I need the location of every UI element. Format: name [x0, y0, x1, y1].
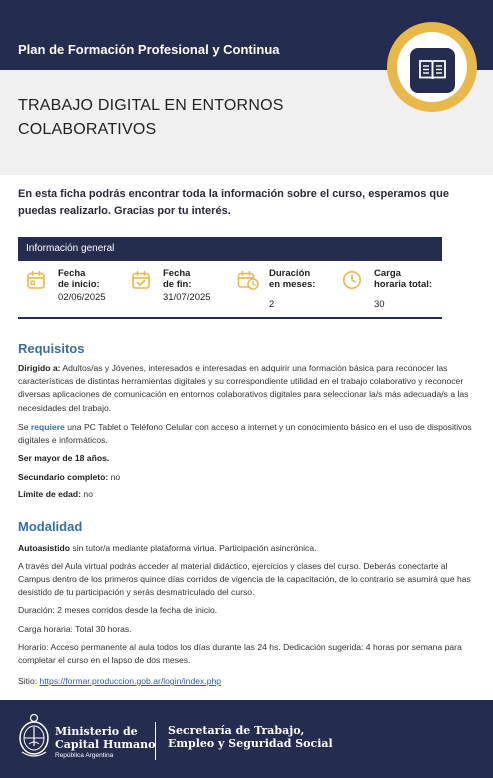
requisitos-edad: Límite de edad: no [18, 489, 93, 499]
modalidad-sitio: Sitio: https://formar.produccion.gob.ar/login/index.php [18, 676, 222, 686]
requisitos-title: Requisitos [18, 341, 85, 356]
intro-text: En esta ficha podrás encontrar toda la información sobre el curso, esperamos que puedas realizarlo. Gracias por tu interés. [18, 188, 449, 217]
sitio-link[interactable]: https://formar.produccion.gob.ar/login/index.php [39, 676, 222, 686]
requisitos-secundario: Secundario completo: no [18, 472, 121, 482]
modalidad-horario: Horario: Acceso permanente al aula todos los días durante las 24 hs. Dedicación sugerida: 4 horas por semana para completar el curso en el lapso de dos meses. [18, 642, 462, 666]
calendar-check-icon [131, 270, 151, 290]
footer-divider [155, 722, 156, 760]
national-seal-icon [17, 712, 51, 760]
requisitos-dirigido: Dirigido a: Adultos/as y Jóvenes, interesados e interesadas en adquirir una formación básica para reconocer las características de distintas herramientas digitales y su correspondiente utilidad en el trabajo colaborativo y reconocer diversas aplicaciones de comunicación en entornos colaborativos digitales para seleccionar la/s más adecuada/s a las necesidades del trabajo. [18, 363, 469, 413]
info-heading: Información general [18, 237, 442, 261]
modalidad-title: Modalidad [18, 519, 83, 534]
program-title: Plan de Formación Profesional y Continua [18, 42, 280, 57]
book-badge [387, 22, 477, 112]
requisitos-mayor: Ser mayor de 18 años. [18, 453, 110, 463]
requisitos-requiere: Se requiere una PC Tablet o Teléfono Celular con acceso a internet y un conocimiento básico en el uso de dispositivos digitales e informáticos. [18, 422, 472, 446]
footer [0, 700, 493, 778]
modalidad-duracion: Duración: 2 meses corridos desde la fecha de inicio. [18, 605, 218, 615]
ministerio-name: Ministerio de Capital Humano [55, 725, 156, 751]
modalidad-aula: A través del Aula virtual podrás acceder al material didáctico, ejercicios y clases del curso. Deberás conectarte al Campus dentro de los primeros quince días corridos de vigencia de la capacitación, de lo contrario se asumirá que has desistido de tu participación y serás desmatriculado del curso. [18, 561, 471, 598]
modalidad-carga: Carga horaria: Total 30 horas. [18, 624, 132, 634]
clock-icon [342, 270, 362, 290]
info-row: Fecha de inicio: 02/06/2025 Fecha de fin: 31/07/2025 Duración en meses: 2 Carga horaria total: 30 [18, 261, 442, 319]
book-icon [410, 48, 455, 93]
calendar-clock-icon [237, 270, 259, 290]
modalidad-auto: Autoasistido sin tutor/a mediante plataforma virtua. Participación asincrónica. [18, 543, 317, 553]
course-title: TRABAJO DIGITAL EN ENTORNOS COLABORATIVOS [18, 97, 284, 138]
republica-label: República Argentina [55, 752, 114, 759]
calendar-icon [26, 270, 46, 290]
secretaria-name: Secretaría de Trabajo, Empleo y Seguridad Social [168, 724, 333, 750]
